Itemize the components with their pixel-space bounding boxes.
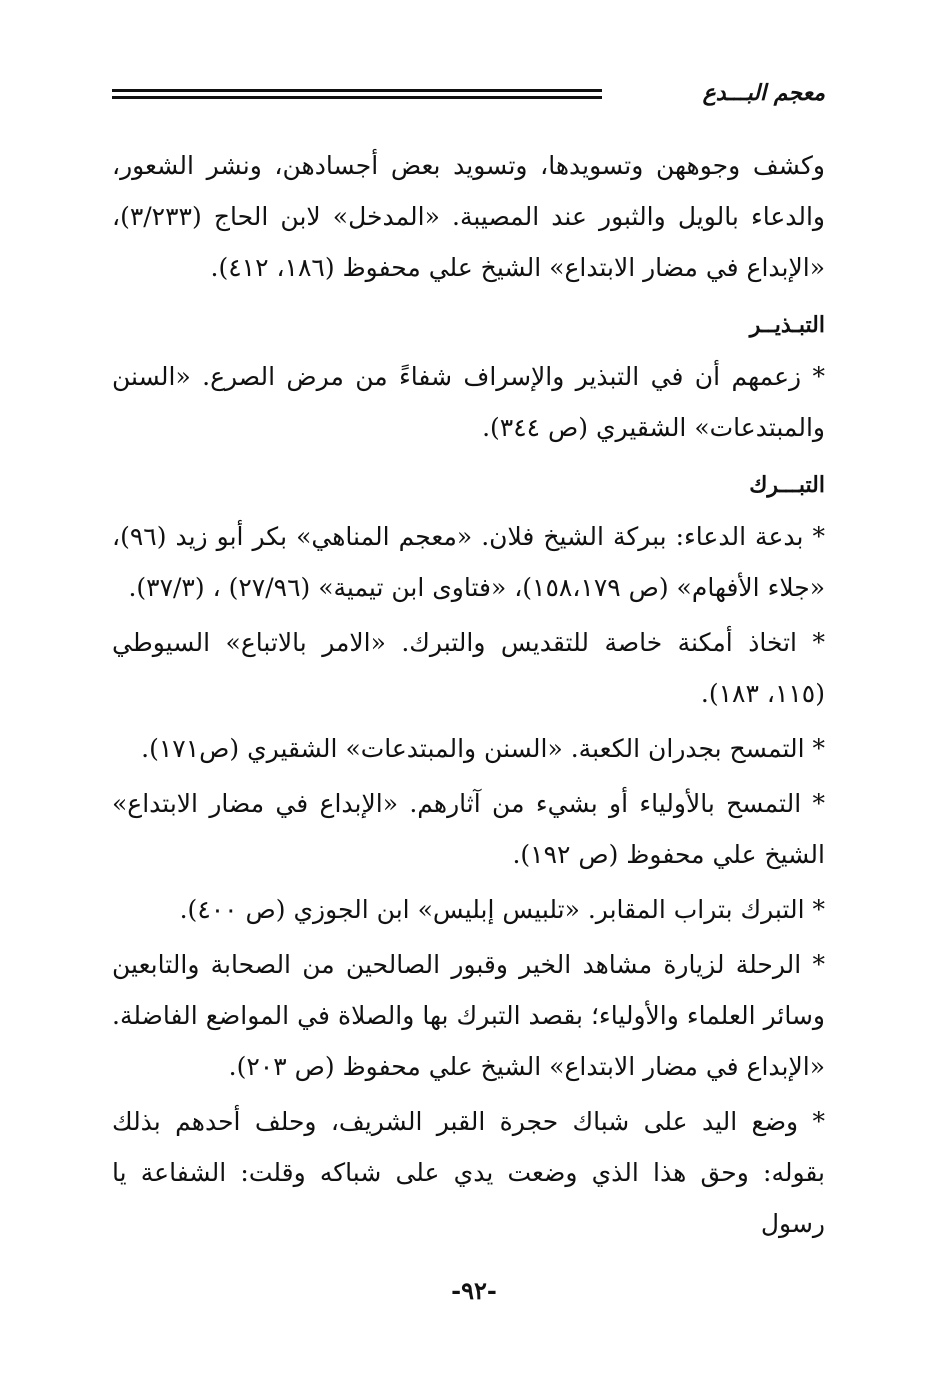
paragraph: * الرحلة لزيارة مشاهد الخير وقبور الصالحين من الصحابة والتابعين وسائر العلماء والأولياء؛ بقصد التبرك بها والصلاة في المواضع الفاضلة. «الإبداع في مضار الابتداع» الشيخ علي محفوظ (ص ٢٠٣). [112, 950, 825, 1081]
section-heading-tabarruk: التبـــرك [749, 472, 825, 498]
paragraph: * بدعة الدعاء: ببركة الشيخ فلان. «معجم المناهي» بكر أبو زيد (٩٦)، «جلاء الأفهام» (ص ١٥٨،١٧٩)، «فتاوى ابن تيمية» (٢٧/٩٦) ، (٣٧/٣). [112, 522, 825, 602]
paragraph: * زعمهم أن في التبذير والإسراف شفاءً من مرض الصرع. «السنن والمبتدعات» الشقيري (ص ٣٤٤). [112, 362, 825, 442]
paragraph: * التبرك بتراب المقابر. «تلبيس إبليس» ابن الجوزي (ص ٤٠٠). [179, 895, 825, 924]
section-heading-tabdhir: التبـذيــر [749, 312, 825, 338]
page-body [112, 140, 825, 1253]
running-header [112, 78, 825, 114]
running-header-title: معجم البـــدع [702, 80, 825, 106]
header-double-rule [112, 89, 602, 99]
paragraph: * اتخاذ أمكنة خاصة للتقديس والتبرك. «الامر بالاتباع» السيوطي (١١٥، ١٨٣). [112, 628, 825, 708]
paragraph: * التمسح بجدران الكعبة. «السنن والمبتدعات» الشقيري (ص١٧١). [141, 734, 825, 763]
paragraph: وكشف وجوههن وتسويدها، وتسويد بعض أجسادهن، ونشر الشعور، والدعاء بالويل والثبور عند المصيبة. «المدخل» لابن الحاج (٣/٢٣٣)، «الإبداع في مضار الابتداع» الشيخ علي محفوظ (١٨٦، ٤١٢). [112, 151, 825, 282]
page-number: -٩٢- [451, 1276, 497, 1305]
paragraph: * التمسح بالأولياء أو بشيء من آثارهم. «الإبداع في مضار الابتداع» الشيخ علي محفوظ (ص ١٩٢). [112, 789, 825, 869]
paragraph: * وضع اليد على شباك حجرة القبر الشريف، وحلف أحدهم بذلك بقوله: وحق هذا الذي وضعت يدي على شباكه وقلت: الشفاعة يا رسول [112, 1107, 825, 1238]
